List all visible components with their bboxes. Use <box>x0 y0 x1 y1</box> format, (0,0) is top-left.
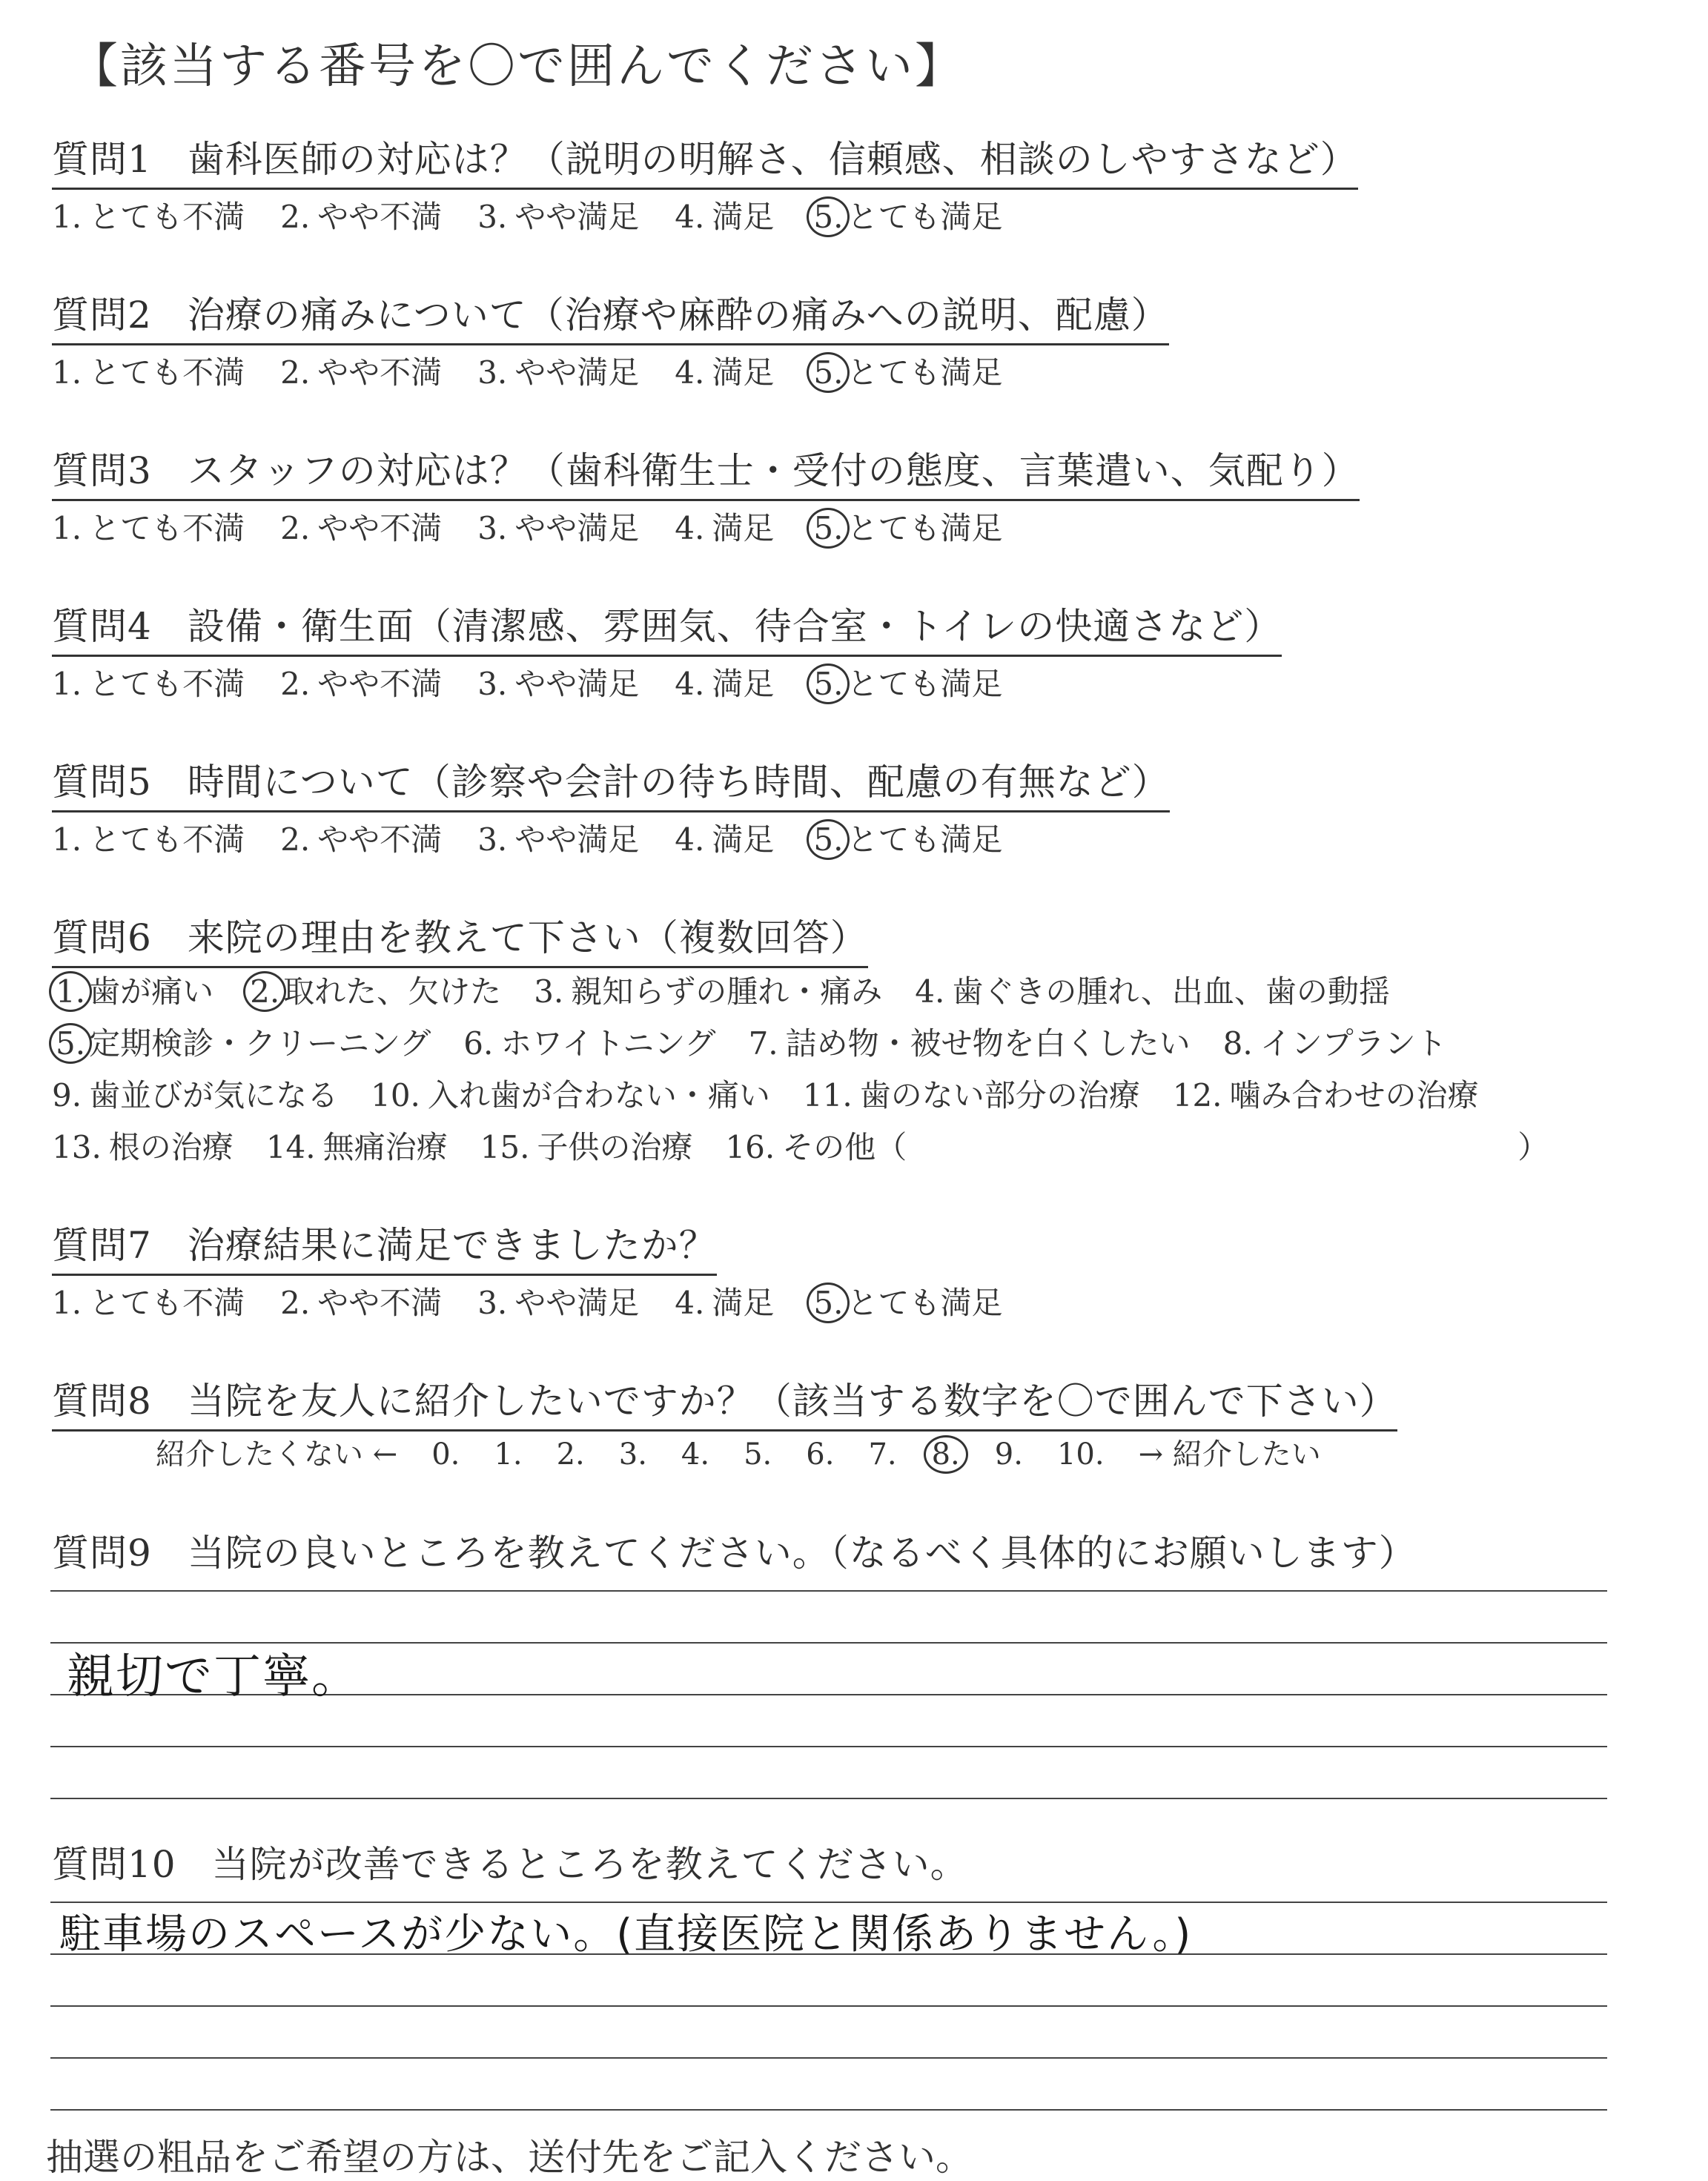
option-label: 歯ぐきの腫れ、出血、歯の動揺 <box>952 973 1390 1010</box>
satisfaction-option[interactable] <box>52 348 245 393</box>
reason-option[interactable] <box>371 1071 770 1116</box>
question-heading <box>52 1371 1397 1432</box>
satisfaction-option[interactable] <box>280 193 442 237</box>
satisfaction-option[interactable] <box>280 660 442 704</box>
reason-option[interactable] <box>463 1019 715 1064</box>
option-number: 12. <box>1172 1077 1222 1113</box>
reason-row <box>52 967 1423 1012</box>
option-number: 16. <box>725 1129 775 1165</box>
option-label: とても満足 <box>847 666 1003 702</box>
option-label: やや不満 <box>317 354 443 391</box>
question-heading <box>52 908 868 968</box>
option-number: 6. <box>463 1025 494 1062</box>
option-number: 4. <box>675 821 705 858</box>
reason-row <box>52 1019 1480 1064</box>
option-label: やや不満 <box>317 510 443 546</box>
option-number: 1. <box>52 666 82 702</box>
satisfaction-option[interactable] <box>675 504 774 549</box>
option-number: 2. <box>280 199 311 235</box>
question-number: 質問9 <box>52 1532 152 1575</box>
question-heading <box>52 1523 1417 1581</box>
option-number: 3. <box>477 510 508 546</box>
question-number: 質問5 <box>52 761 152 804</box>
option-number: 11. <box>802 1077 853 1113</box>
satisfaction-option[interactable] <box>52 1279 245 1323</box>
option-label: とても不満 <box>89 666 245 702</box>
question-heading <box>52 130 1358 190</box>
answer-line <box>50 1746 1607 1747</box>
reason-option[interactable] <box>1173 1071 1479 1116</box>
option-label: 根の治療 <box>108 1129 234 1165</box>
option-number: 3. <box>477 666 508 702</box>
option-number: 4. <box>675 1285 705 1321</box>
satisfaction-option[interactable] <box>477 1279 639 1323</box>
question-number: 質問1 <box>52 138 152 181</box>
option-label: 歯が痛い <box>89 973 214 1010</box>
reason-option[interactable] <box>52 1071 338 1116</box>
option-number: 3. <box>477 199 508 235</box>
option-number: 2. <box>280 510 311 546</box>
option-number: 9. <box>52 1077 82 1113</box>
referral-left-label: 紹介したくない ← <box>156 1437 398 1472</box>
reason-option[interactable] <box>534 967 882 1012</box>
reason-row <box>52 1071 1512 1116</box>
referral-value[interactable]: 6. <box>806 1437 835 1472</box>
satisfaction-option[interactable] <box>52 193 245 237</box>
referral-value[interactable]: 0. <box>431 1437 460 1472</box>
option-number: 5. <box>807 663 850 704</box>
option-label: 入れ歯が合わない・痛い <box>427 1077 770 1113</box>
option-label: やや満足 <box>514 666 640 702</box>
option-label: 噛み合わせの治療 <box>1229 1077 1479 1113</box>
reason-option[interactable] <box>52 1019 431 1064</box>
satisfaction-options <box>52 1279 1038 1323</box>
answer-line <box>50 2057 1607 2059</box>
option-label: 取れた、欠けた <box>283 973 502 1010</box>
option-number: 3. <box>534 973 564 1010</box>
footer-note: 抽選の粗品をご希望の方は、送付先をご記入ください。 <box>46 2136 973 2179</box>
option-number: 5. <box>807 508 850 549</box>
question-heading <box>52 752 1170 813</box>
satisfaction-option[interactable] <box>675 660 774 704</box>
option-number: 4. <box>675 354 705 391</box>
question-heading <box>52 597 1282 657</box>
question-text: 来院の理由を教えて下さい（複数回答） <box>187 916 868 959</box>
close-paren: ） <box>1517 1129 1549 1165</box>
reason-option[interactable] <box>803 1071 1140 1116</box>
option-label: とても不満 <box>89 199 245 235</box>
satisfaction-option[interactable] <box>810 193 1002 237</box>
satisfaction-option[interactable] <box>280 348 442 393</box>
option-number: 1. <box>52 821 82 858</box>
option-label: やや満足 <box>514 821 640 858</box>
satisfaction-option[interactable] <box>52 815 245 860</box>
option-label: その他（ <box>782 1129 907 1165</box>
option-number: 10. <box>371 1077 420 1113</box>
referral-value[interactable]: 10. <box>1056 1437 1105 1472</box>
option-label: 定期検診・クリーニング <box>89 1025 431 1062</box>
question-heading <box>52 441 1360 501</box>
option-label: 無痛治療 <box>322 1129 448 1165</box>
reason-option[interactable] <box>246 967 501 1012</box>
option-label: やや不満 <box>317 666 443 702</box>
satisfaction-option[interactable] <box>280 504 442 549</box>
satisfaction-options <box>52 660 1038 704</box>
question-text: 治療結果に満足できましたか？ <box>187 1224 717 1267</box>
option-number: 8. <box>1222 1025 1253 1062</box>
option-label: ホワイトニング <box>500 1025 716 1062</box>
option-number: 14. <box>265 1129 316 1165</box>
reason-option[interactable] <box>749 1019 1191 1064</box>
satisfaction-option[interactable] <box>280 815 442 860</box>
answer-line <box>50 2109 1607 2111</box>
answer-line <box>50 2005 1607 2007</box>
reason-option[interactable] <box>52 967 214 1012</box>
referral-scale <box>156 1431 1355 1474</box>
question-number: 質問10 <box>52 1843 176 1886</box>
option-number: 1. <box>49 971 92 1012</box>
question-text: スタッフの対応は？（歯科衛生士・受付の態度、言葉遣い、気配り） <box>187 449 1360 492</box>
option-label: 歯並びが気になる <box>89 1077 339 1113</box>
question-number: 質問7 <box>52 1224 152 1267</box>
option-label: とても満足 <box>847 821 1003 858</box>
option-label: やや満足 <box>514 510 640 546</box>
option-label: インプラント <box>1260 1025 1447 1062</box>
answer-9-handwriting[interactable]: 親切で丁寧。 <box>67 1649 360 1704</box>
option-label: とても満足 <box>847 354 1003 391</box>
option-number: 2. <box>243 971 286 1012</box>
question-text: 当院を友人に紹介したいですか？（該当する数字を〇で囲んで下さい） <box>187 1380 1397 1423</box>
satisfaction-option[interactable] <box>810 815 1002 860</box>
satisfaction-option[interactable] <box>477 504 639 549</box>
option-label: とても満足 <box>847 510 1003 546</box>
satisfaction-option[interactable] <box>810 504 1002 549</box>
option-number: 13. <box>52 1129 102 1165</box>
option-label: 満足 <box>712 666 775 702</box>
satisfaction-option[interactable] <box>810 1279 1002 1323</box>
option-label: 満足 <box>712 1285 775 1321</box>
option-number: 1. <box>52 199 82 235</box>
option-number: 1. <box>52 1285 82 1321</box>
reason-option[interactable] <box>725 1123 907 1168</box>
option-label: 満足 <box>712 510 775 546</box>
referral-value[interactable]: 1. <box>494 1437 523 1472</box>
question-number: 質問2 <box>52 294 152 337</box>
question-heading <box>52 285 1169 345</box>
option-label: 満足 <box>712 354 775 391</box>
referral-value[interactable]: 4. <box>681 1437 710 1472</box>
option-label: とても不満 <box>89 510 245 546</box>
satisfaction-option[interactable] <box>810 660 1002 704</box>
referral-value[interactable]: 3. <box>618 1437 647 1472</box>
reason-option[interactable] <box>266 1123 448 1168</box>
question-number: 質問3 <box>52 449 152 492</box>
option-number: 5. <box>807 819 850 860</box>
satisfaction-options <box>52 815 1038 860</box>
option-number: 4. <box>915 973 945 1010</box>
reason-option[interactable] <box>480 1123 693 1168</box>
option-number: 3. <box>477 821 508 858</box>
option-number: 5. <box>807 1283 850 1323</box>
option-label: やや満足 <box>514 199 640 235</box>
answer-10-handwriting[interactable]: 駐車場のスペースが少ない。(直接医院と関係ありません。) <box>59 1910 1193 1959</box>
option-number: 3. <box>477 354 508 391</box>
question-text: 治療の痛みについて（治療や麻酔の痛みへの説明、配慮） <box>187 294 1169 337</box>
option-label: やや満足 <box>514 354 640 391</box>
question-heading <box>52 1835 968 1893</box>
option-number: 1. <box>52 510 82 546</box>
option-label: やや不満 <box>317 199 443 235</box>
satisfaction-options <box>52 193 1038 237</box>
satisfaction-option[interactable] <box>477 815 639 860</box>
referral-value[interactable]: 5. <box>744 1437 772 1472</box>
referral-value[interactable]: 7. <box>868 1437 897 1472</box>
option-number: 5. <box>807 196 850 237</box>
question-text: 時間について（診察や会計の待ち時間、配慮の有無など） <box>187 761 1170 804</box>
question-text: 当院の良いところを教えてください。（なるべく具体的にお願いします） <box>187 1532 1417 1575</box>
option-number: 2. <box>280 354 311 391</box>
option-label: とても不満 <box>89 1285 245 1321</box>
option-label: とても不満 <box>89 354 245 391</box>
satisfaction-option[interactable] <box>675 348 774 393</box>
satisfaction-option[interactable] <box>280 1279 442 1323</box>
reason-option[interactable] <box>52 1123 234 1168</box>
option-label: やや満足 <box>514 1285 640 1321</box>
question-heading <box>52 1216 717 1276</box>
satisfaction-option[interactable] <box>675 193 774 237</box>
option-number: 2. <box>280 666 311 702</box>
option-number: 4. <box>675 199 705 235</box>
option-label: 満足 <box>712 821 775 858</box>
option-label: とても満足 <box>847 1285 1003 1321</box>
satisfaction-option[interactable] <box>52 660 245 704</box>
option-number: 15. <box>480 1129 530 1165</box>
option-label: 歯のない部分の治療 <box>859 1077 1140 1113</box>
question-number: 質問8 <box>52 1380 152 1423</box>
option-number: 4. <box>675 510 705 546</box>
question-text: 設備・衛生面（清潔感、雰囲気、待合室・トイレの快適さなど） <box>187 605 1282 648</box>
option-label: やや不満 <box>317 1285 443 1321</box>
referral-value[interactable]: 9. <box>994 1437 1023 1472</box>
referral-right-label: → 紹介したい <box>1138 1437 1321 1472</box>
option-number: 2. <box>280 821 311 858</box>
option-label: 満足 <box>712 199 775 235</box>
option-label: 子供の治療 <box>537 1129 693 1165</box>
answer-line <box>50 1798 1607 1799</box>
referral-value[interactable]: 2. <box>556 1437 585 1472</box>
option-number: 1. <box>52 354 82 391</box>
question-text: 当院が改善できるところを教えてください。 <box>211 1843 968 1886</box>
option-number: 2. <box>280 1285 311 1321</box>
satisfaction-option[interactable] <box>477 193 639 237</box>
option-number: 5. <box>807 352 850 393</box>
satisfaction-option[interactable] <box>675 815 774 860</box>
option-number: 4. <box>675 666 705 702</box>
satisfaction-option[interactable] <box>52 504 245 549</box>
satisfaction-option[interactable] <box>477 348 639 393</box>
question-number: 質問6 <box>52 916 152 959</box>
form-instruction-header: 【該当する番号を〇で囲んでください】 <box>70 39 964 94</box>
option-label: とても満足 <box>847 199 1003 235</box>
option-label: やや不満 <box>317 821 443 858</box>
answer-line <box>50 1590 1607 1592</box>
question-text: 歯科医師の対応は？（説明の明解さ、信頼感、相談のしやすさなど） <box>187 138 1358 181</box>
question-number: 質問4 <box>52 605 152 648</box>
reason-option[interactable] <box>1223 1019 1447 1064</box>
option-label: 親知らずの腫れ・痛み <box>571 973 883 1010</box>
satisfaction-options <box>52 504 1038 549</box>
satisfaction-option[interactable] <box>477 660 639 704</box>
option-number: 5. <box>49 1023 92 1064</box>
option-number: 7. <box>748 1025 778 1062</box>
satisfaction-option[interactable] <box>810 348 1002 393</box>
reason-row <box>52 1123 1549 1168</box>
option-number: 3. <box>477 1285 508 1321</box>
reason-option[interactable] <box>915 967 1390 1012</box>
option-label: 詰め物・被せ物を白くしたい <box>785 1025 1191 1062</box>
satisfaction-option[interactable] <box>675 1279 774 1323</box>
referral-value[interactable]: 8. <box>924 1435 968 1474</box>
option-label: とても不満 <box>89 821 245 858</box>
satisfaction-options <box>52 348 1038 393</box>
